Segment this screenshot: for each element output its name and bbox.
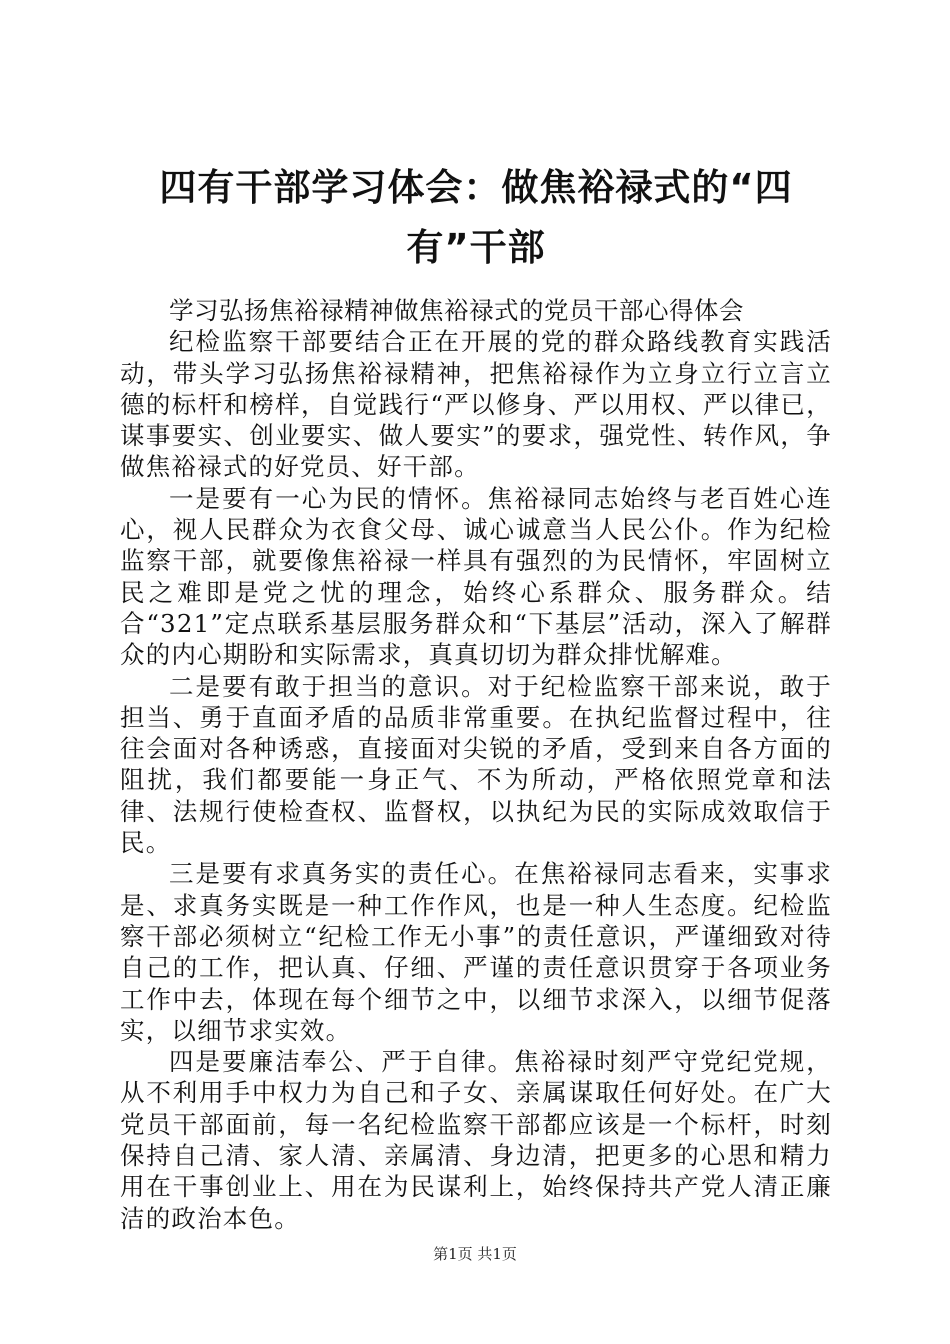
document-subtitle: 学习弘扬焦裕禄精神做焦裕禄式的党员干部心得体会 — [169, 296, 744, 325]
paragraph-point-two: 二是要有敢于担当的意识。对于纪检监察干部来说，敢于担当、勇于直面矛盾的品质非常重要。在执纪监督过程中，往往会面对各种诱惑，直接面对尖锐的矛盾，受到来自各方面的阻扰，我们都要能一身正气、不为所动，严格依照党章和法律、法规行使检查权、监督权，以执纪为民的实际成效取信于民。 — [120, 671, 832, 858]
paragraph-point-three: 三是要有求真务实的责任心。在焦裕禄同志看来，实事求是、求真务实既是一种工作作风，也是一种人生态度。纪检监察干部必须树立“纪检工作无小事”的责任意识，严谨细致对待自己的工作，把认真、仔细、严谨的责任意识贯穿于各项业务工作中去，体现在每个细节之中，以细节求深入，以细节促落实，以细节求实效。 — [120, 859, 832, 1045]
paragraph-point-four: 四是要廉洁奉公、严于自律。焦裕禄时刻严守党纪党规，从不利用手中权力为自己和子女、亲属谋取任何好处。在广大党员干部面前，每一名纪检监察干部都应该是一个标杆，时刻保持自己清、家人清、亲属清、身边清，把更多的心思和精力用在干事创业上、用在为民谋利上，始终保持共产党人清正廉洁的政治本色。 — [120, 1047, 832, 1233]
page-number-footer: 第1页 共1页 — [433, 1245, 517, 1263]
document-title: 四有干部学习体会：做焦裕禄式的“四有”干部 — [159, 166, 793, 269]
paragraph-point-one: 一是要有一心为民的情怀。焦裕禄同志始终与老百姓心连心，视人民群众为衣食父母、诚心诚意当人民公仆。作为纪检监察干部，就要像焦裕禄一样具有强烈的为民情怀，牢固树立民之难即是党之忧的理念，始终心系群众、服务群众。结合“321”定点联系基层服务群众和“下基层”活动，深入了解群众的内心期盼和实际需求，真真切切为群众排忧解难。 — [120, 483, 832, 670]
paragraph-intro: 纪检监察干部要结合正在开展的党的群众路线教育实践活动，带头学习弘扬焦裕禄精神，把焦裕禄作为立身立行立言立德的标杆和榜样，自觉践行“严以修身、严以用权、严以律已，谋事要实、创业要实、做人要实”的要求，强党性、转作风，争做焦裕禄式的好党员、好干部。 — [120, 327, 832, 482]
document-body — [120, 295, 832, 1234]
